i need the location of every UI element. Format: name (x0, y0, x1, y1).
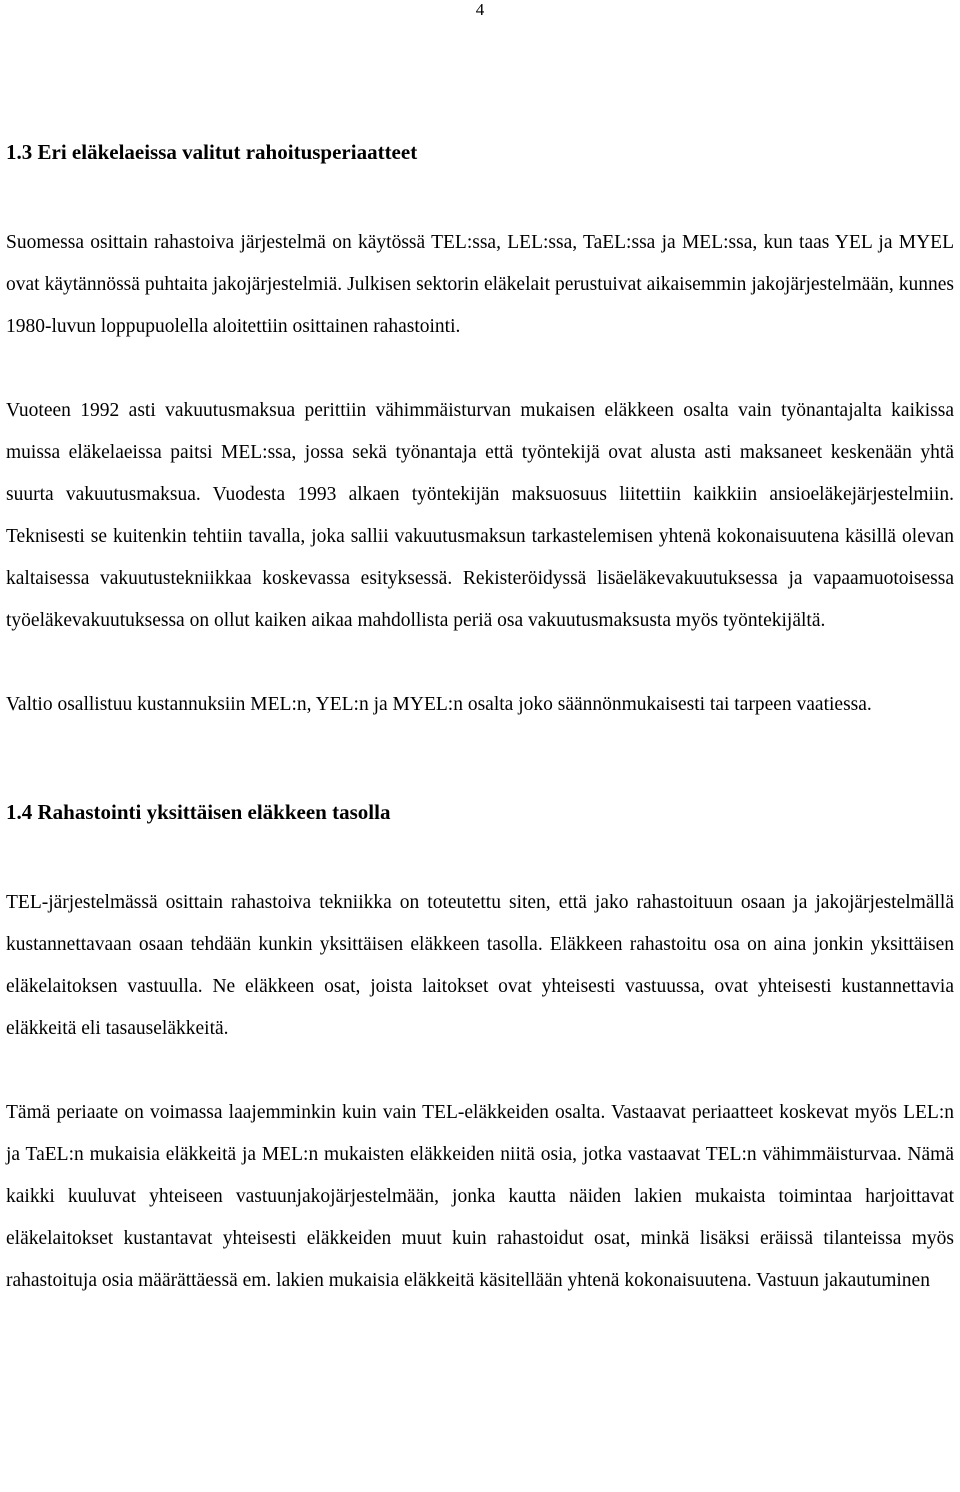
section-1-3 (6, 136, 954, 726)
paragraph: TEL-järjestelmässä osittain rahastoiva tekniikka on toteutettu siten, että jako rahastoituun osaan ja jakojärjestelmällä kustannettavaan osaan tehdään kunkin yksittäisen eläkkeen tasolla. Eläkkeen rahastoitu osa on aina jonkin yksittäisen eläkelaitoksen vastuulla. Ne eläkkeen osat, joista laitokset ovat yhteisesti vastuussa, ovat yhteisesti kustannettavia eläkkeitä eli tasauseläkkeitä. (6, 892, 954, 1039)
paragraph: Suomessa osittain rahastoiva järjestelmä on käytössä TEL:ssa, LEL:ssa, TaEL:ssa ja MEL:ssa, kun taas YEL ja MYEL ovat käytännössä puhtaita jakojärjestelmiä. Julkisen sektorin eläkelait perustuivat aikaisemmin jakojärjestelmään, kunnes 1980-luvun loppupuolella aloitettiin osittainen rahastointi. (6, 232, 954, 337)
paragraph: Vuoteen 1992 asti vakuutusmaksua perittiin vähimmäisturvan mukaisen eläkkeen osalta vain työnantajalta kaikissa muissa eläkelaeissa paitsi MEL:ssa, jossa sekä työnantaja että työntekijä ovat alusta asti maksaneet keskenään yhtä suurta vakuutusmaksua. Vuodesta 1993 alkaen työntekijän maksuosuus liitettiin kaikkiin ansioeläkejärjestelmiin. Teknisesti se kuitenkin tehtiin tavalla, joka sallii vakuutusmaksun tarkastelemisen yhtenä kokonaisuutena käsillä olevan kaltaisessa vakuutustekniikkaa koskevassa esityksessä. Rekisteröidyssä lisäeläkevakuutuksessa ja vapaamuotoisessa työeläkevakuutuksessa on ollut kaiken aikaa mahdollista periä osa vakuutusmaksusta myös työntekijältä. (6, 400, 954, 631)
paragraph: Valtio osallistuu kustannuksiin MEL:n, YEL:n ja MYEL:n osalta joko säännönmukaisesti tai tarpeen vaatiessa. (6, 694, 872, 715)
section-heading: 1.4 Rahastointi yksittäisen eläkkeen tasolla (6, 800, 391, 824)
page-number: 4 (475, 0, 485, 19)
section-1-4 (6, 796, 954, 1302)
paragraph: Tämä periaate on voimassa laajemminkin kuin vain TEL-eläkkeiden osalta. Vastaavat periaatteet koskevat myös LEL:n ja TaEL:n mukaisia eläkkeitä ja MEL:n mukaisten eläkkeiden niitä osia, jotka vastaavat TEL:n vähimmäisturvaa. Nämä kaikki kuuluvat yhteiseen vastuunjakojärjestelmään, jonka kautta näiden lakien mukaista toimintaa harjoittavat eläkelaitokset kustantavat yhteisesti eläkkeiden muut kuin rahastoidut osat, minkä lisäksi eräissä tilanteissa myös rahastoituja osia määrättäessä em. lakien mukaisia eläkkeitä käsitellään yhtenä kokonaisuutena. Vastuun jakautuminen (6, 1102, 954, 1291)
section-heading: 1.3 Eri eläkelaeissa valitut rahoitusperiaatteet (6, 140, 418, 164)
document-body (6, 136, 954, 1302)
